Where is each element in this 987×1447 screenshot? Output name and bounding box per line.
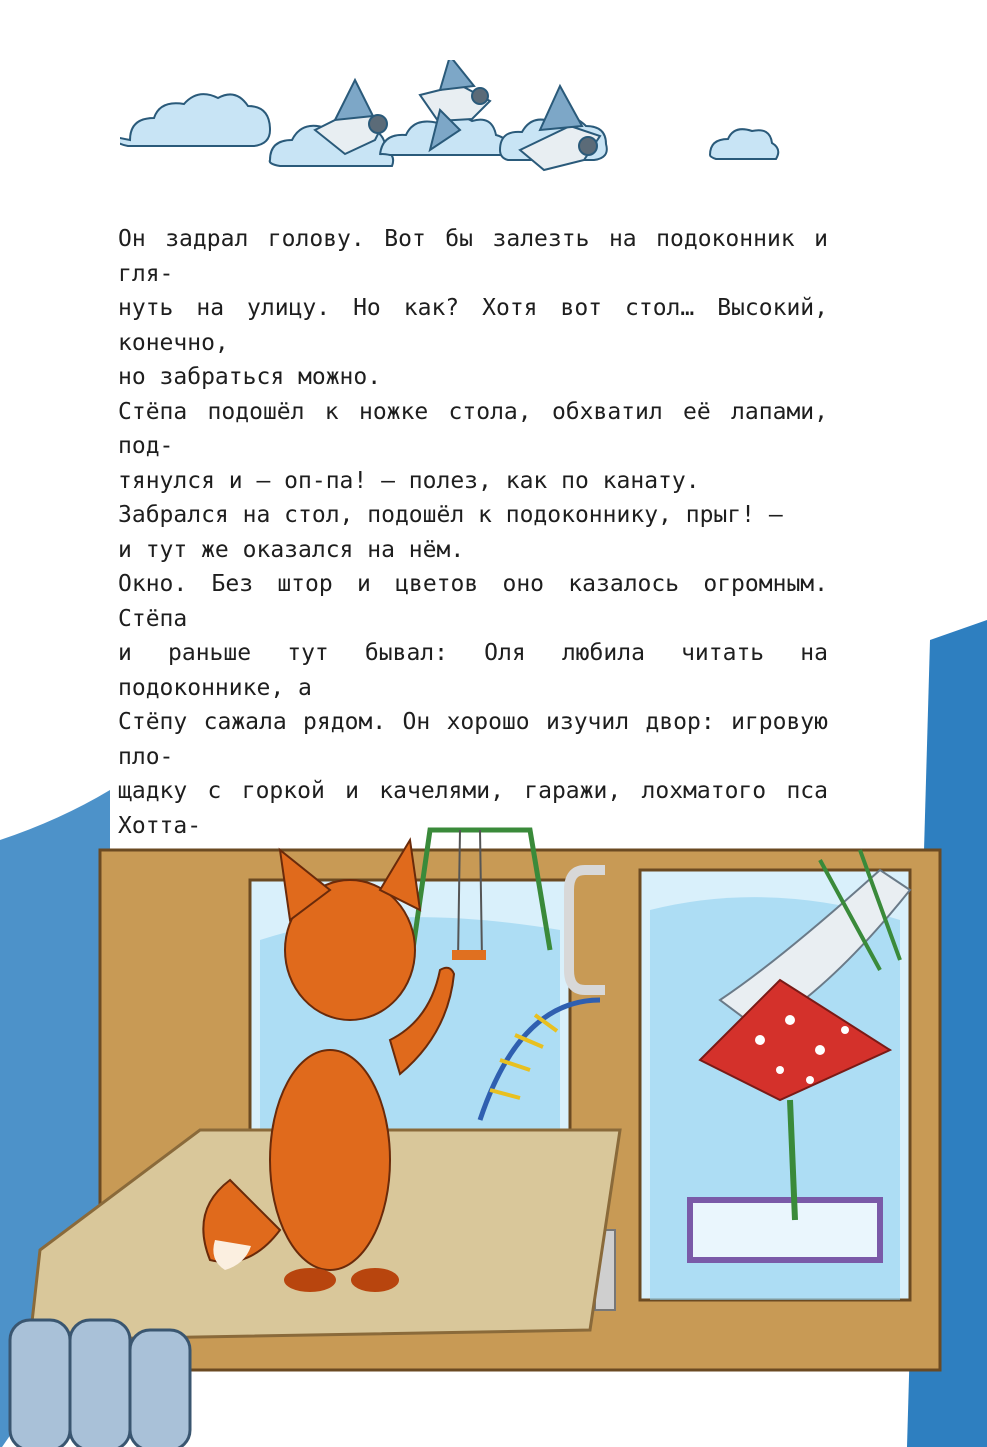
cloud-right-small: [710, 129, 778, 159]
sandbox: [690, 1200, 880, 1260]
text-line: нуть на улицу. Но как? Хотя вот стол… Высокий, конечно,: [118, 295, 828, 356]
radiator: [10, 1320, 190, 1447]
fox-foot-right: [351, 1268, 399, 1292]
text-line: Он задрал голову. Вот бы залезть на подоконник и гля-: [118, 226, 828, 287]
fox-body: [270, 1050, 390, 1270]
text-line: Забрался на стол, подошёл к подоконнику, прыг! —: [118, 502, 783, 528]
fox-foot-left: [284, 1268, 336, 1292]
clouds-birds-illustration: [120, 60, 820, 200]
text-line: тянулся и — оп-па! — полез, как по канату.: [118, 467, 700, 494]
swing-seat: [452, 950, 486, 960]
text-line: щадку с горкой и качелями, гаражи, лохматого пса Хотта-: [118, 778, 828, 839]
text-line: Окно. Без штор и цветов оно казалось огромным. Стёпа: [118, 571, 828, 632]
cloud-left: [120, 94, 270, 146]
fox-window-illustration: [0, 620, 987, 1447]
text-line: Стёпа подошёл к ножке стола, обхватил её лапами, под-: [118, 398, 828, 459]
text-line: и тут же оказался на нём.: [118, 536, 465, 563]
text-line: Стёпу сажала рядом. Он хорошо изучил двор: игровую пло-: [118, 709, 828, 770]
text-line: и раньше тут бывал: Оля любила читать на подоконнике, а: [118, 640, 828, 701]
text-line: но забраться можно.: [118, 364, 382, 390]
